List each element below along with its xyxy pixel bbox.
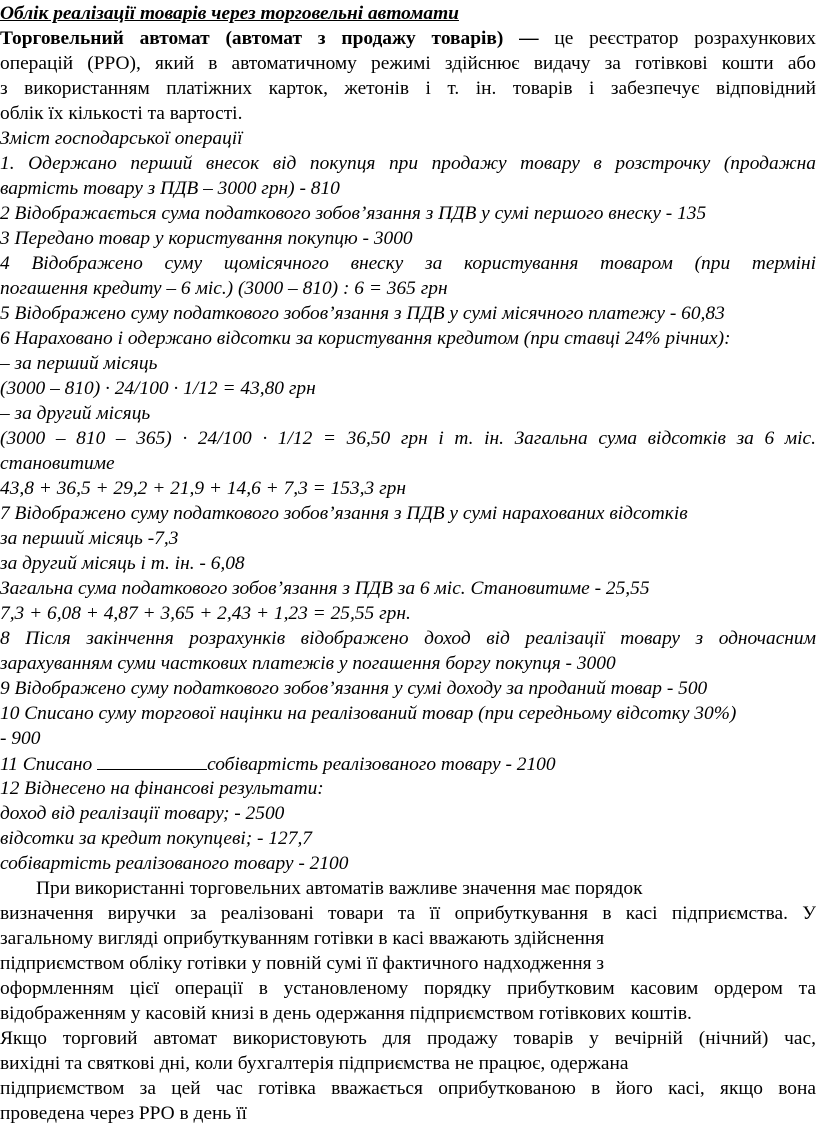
operation-line <box>0 751 816 777</box>
definition-line-3: з використанням платіжних карток, жетонів і т. ін. товарів і забезпечує відповідний <box>0 78 816 99</box>
paragraph-line: підприємством обліку готівки у повній сумі її фактичного надходження з <box>0 953 605 974</box>
operation-line: – за перший місяць <box>0 353 158 374</box>
operation-line: – за другий місяць <box>0 403 151 424</box>
operation-line: 1. Одержано перший внесок від покупця при продажу товару в розстрочку (продажна <box>0 153 816 174</box>
operation-line: вартість товару з ПДВ – 3000 грн) - 810 <box>0 178 340 199</box>
operation-line: (3000 – 810) · 24/100 · 1/12 = 43,80 грн <box>0 378 316 399</box>
operation-line: 5 Відображено суму податкового зобов’язання з ПДВ у сумі місячного платежу - 60,83 <box>0 303 725 324</box>
definition-dash: — <box>503 28 555 49</box>
operation-11-suffix: собівартість реалізованого товару - 2100 <box>207 754 556 775</box>
operation-line: погашення кредиту – 6 міс.) (3000 – 810) : 6 = 365 грн <box>0 278 448 299</box>
operation-line: 4 Відображено суму щомісячного внеску за користування товаром (при терміні <box>0 253 816 274</box>
operation-line: 8 Після закінчення розрахунків відображено доход від реалізації товару з одночасним <box>0 628 816 649</box>
operation-line: 12 Віднесено на фінансові результати: <box>0 778 324 799</box>
paragraph-line: відображенням у касовій книзі в день одержання підприємством готівкових коштів. <box>0 1003 692 1024</box>
operation-line: Загальна сума податкового зобов’язання з ПДВ за 6 міс. Становитиме - 25,55 <box>0 578 650 599</box>
operation-line: 43,8 + 36,5 + 29,2 + 21,9 + 14,6 + 7,3 = 153,3 грн <box>0 478 406 499</box>
operation-line: за другий місяць і т. ін. - 6,08 <box>0 553 245 574</box>
operation-line: (3000 – 810 – 365) · 24/100 · 1/12 = 36,50 грн і т. ін. Загальна сума відсотків за 6 міс. <box>0 428 816 449</box>
operation-line: 3 Передано товар у користування покупцю - 3000 <box>0 228 413 249</box>
definition-line-1 <box>0 26 816 51</box>
definition-line-2: операцій (РРО), який в автоматичному режимі здійснює видачу за готівкові кошти або <box>0 53 816 74</box>
definition-term: Торговельний автомат (автомат з продажу товарів) <box>0 28 504 49</box>
operation-line: відсотки за кредит покупцеві; - 127,7 <box>0 828 312 849</box>
operation-line: - 900 <box>0 728 41 749</box>
operation-line: 2 Відображається сума податкового зобов’язання з ПДВ у сумі першого внеску - 135 <box>0 203 707 224</box>
fill-in-blank <box>97 751 207 770</box>
paragraph-line: визначення виручки за реалізовані товари та її оприбуткування в касі підприємства. У <box>0 903 816 924</box>
operation-line: 6 Нараховано і одержано відсотки за користування кредитом (при ставці 24% річних): <box>0 328 731 349</box>
operation-line: собівартість реалізованого товару - 2100 <box>0 853 349 874</box>
paragraph-line: вихідні та святкові дні, коли бухгалтерія підприємства не працює, одержана <box>0 1053 629 1074</box>
definition-rest: це реєстратор розрахункових <box>554 28 816 49</box>
section-heading: Зміст господарської операції <box>0 128 243 149</box>
paragraph-line: При використанні торговельних автоматів важливе значення має порядок <box>36 878 643 899</box>
definition-line-4: облік їх кількості та вартості. <box>0 103 243 124</box>
operation-line: доход від реалізації товару; - 2500 <box>0 803 285 824</box>
paragraph-line: підприємством за цей час готівка вважається оприбуткованою в його касі, якщо вона <box>0 1078 816 1099</box>
operation-line: становитиме <box>0 453 115 474</box>
operation-line: 9 Відображено суму податкового зобов’язання у сумі доходу за проданий товар - 500 <box>0 678 708 699</box>
operation-line: зарахуванням суми часткових платежів у погашення боргу покупця - 3000 <box>0 653 616 674</box>
operation-line: 7 Відображено суму податкового зобов’язання з ПДВ у сумі нарахованих відсотків <box>0 503 688 524</box>
operation-line: 10 Списано суму торгової націнки на реалізований товар (при середньому відсотку 30%) <box>0 703 737 724</box>
paragraph-line: проведена через РРО в день її <box>0 1103 247 1124</box>
document-title: Облік реалізації товарів через торговельні автомати <box>0 3 459 24</box>
operation-line: за перший місяць -7,3 <box>0 528 179 549</box>
operation-11-prefix: 11 Списано <box>0 754 98 775</box>
paragraph-line: загальному вигляді оприбуткуванням готівки в касі вважають здійснення <box>0 928 605 949</box>
paragraph-line: оформленням цієї операції в установленому порядку прибутковим касовим ордером та <box>0 978 816 999</box>
paragraph-line: Якщо торговий автомат використовують для продажу товарів у вечірній (нічний) час, <box>0 1028 816 1049</box>
operation-line: 7,3 + 6,08 + 4,87 + 3,65 + 2,43 + 1,23 = 25,55 грн. <box>0 603 411 624</box>
